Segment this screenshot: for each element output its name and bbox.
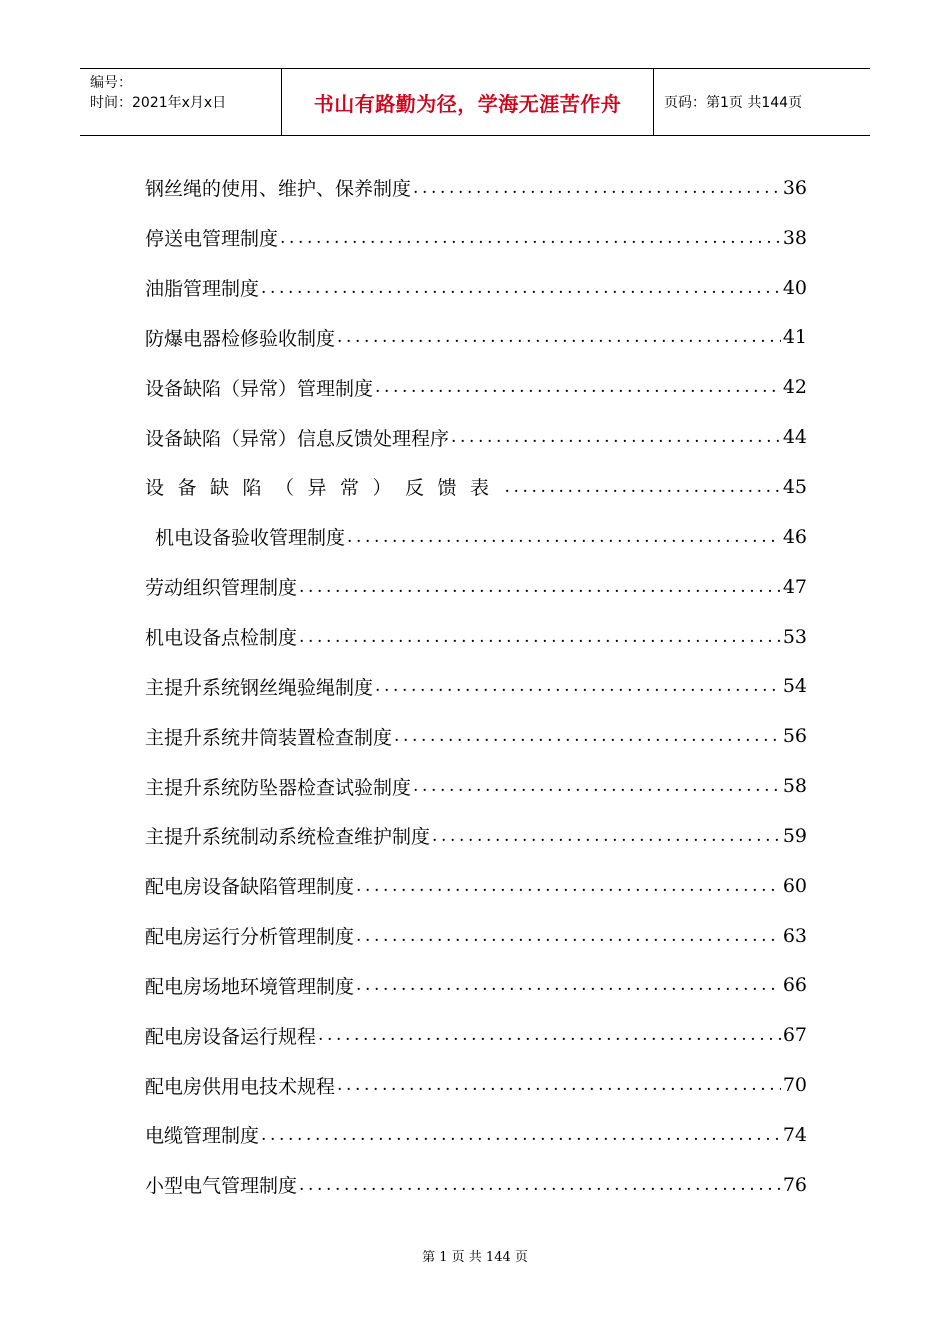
toc-dot-leader xyxy=(299,627,781,647)
toc-entry[interactable] xyxy=(145,562,807,612)
toc-entry-title: 主提升系统钢丝绳验绳制度 xyxy=(145,676,374,699)
toc-entry-page: 56 xyxy=(782,725,807,748)
toc-entry-page: 67 xyxy=(782,1024,807,1047)
toc-entry-page: 58 xyxy=(782,775,807,798)
header-page-label: 页码：第1页 共144页 xyxy=(664,95,803,111)
toc-entry-page: 36 xyxy=(782,176,807,199)
toc-entry[interactable] xyxy=(145,661,807,711)
toc-entry[interactable] xyxy=(145,512,807,562)
toc-entry-title: 钢丝绳的使用、维护、保养制度 xyxy=(145,178,412,201)
toc-entry-title: 配电房设备缺陷管理制度 xyxy=(145,876,355,899)
toc-entry[interactable] xyxy=(145,711,807,761)
toc-entry[interactable] xyxy=(145,1060,807,1110)
toc-entry[interactable] xyxy=(145,1010,807,1060)
toc-entry[interactable] xyxy=(145,362,807,412)
toc-entry-title: 机电设备验收管理制度 xyxy=(155,527,346,550)
toc-entry-page: 47 xyxy=(782,575,807,598)
document-number-label: 编号： xyxy=(90,75,132,91)
toc-entry-page: 42 xyxy=(782,376,807,399)
toc-dot-leader xyxy=(261,1125,781,1145)
toc-entry-page: 66 xyxy=(782,974,807,997)
header-motto: 书山有路勤为径，学海无涯苦作舟 xyxy=(282,69,654,135)
toc-entry-page: 53 xyxy=(782,625,807,648)
toc-entry-page: 76 xyxy=(782,1173,807,1196)
toc-entry-title: 劳动组织管理制度 xyxy=(145,577,298,600)
toc-entry-title: 小型电气管理制度 xyxy=(145,1175,298,1198)
toc-dot-leader xyxy=(299,1175,781,1195)
toc-dot-leader xyxy=(432,826,781,846)
toc-entry-title: 配电房场地环境管理制度 xyxy=(145,975,355,998)
toc-dot-leader xyxy=(394,726,781,746)
toc-dot-leader xyxy=(299,577,781,597)
toc-entry[interactable] xyxy=(145,761,807,811)
toc-dot-leader xyxy=(347,527,781,547)
toc-entry-title: 主提升系统防坠器检查试验制度 xyxy=(145,776,412,799)
toc-entry-title: 设备缺陷（异常）反馈表 xyxy=(145,477,503,500)
toc-entry-page: 41 xyxy=(782,326,807,349)
toc-entry[interactable] xyxy=(145,861,807,911)
toc-entry-title: 配电房运行分析管理制度 xyxy=(145,926,355,949)
toc-entry-title: 防爆电器检修验收制度 xyxy=(145,327,336,350)
toc-dot-leader xyxy=(451,427,781,447)
toc-entry[interactable] xyxy=(145,1110,807,1160)
page-header xyxy=(80,68,870,136)
toc-entry-page: 54 xyxy=(782,675,807,698)
toc-dot-leader xyxy=(261,278,781,298)
toc-dot-leader xyxy=(375,676,781,696)
toc-dot-leader xyxy=(356,926,781,946)
toc-entry-title: 油脂管理制度 xyxy=(145,278,260,301)
toc-entry-page: 63 xyxy=(782,924,807,947)
toc-entry[interactable] xyxy=(145,163,807,213)
toc-dot-leader xyxy=(318,1025,781,1045)
toc-entry-title: 设备缺陷（异常）管理制度 xyxy=(145,377,374,400)
toc-entry[interactable] xyxy=(145,961,807,1011)
toc-entry-title: 电缆管理制度 xyxy=(145,1125,260,1148)
toc-entry[interactable] xyxy=(145,612,807,662)
toc-dot-leader xyxy=(413,178,781,198)
toc-entry-title: 主提升系统井筒装置检查制度 xyxy=(145,726,393,749)
toc-entry-title: 主提升系统制动系统检查维护制度 xyxy=(145,826,431,849)
toc-dot-leader xyxy=(375,377,781,397)
document-date-label: 时间：2021年x月x日 xyxy=(90,95,227,111)
toc-dot-leader xyxy=(356,975,781,995)
toc-dot-leader xyxy=(413,776,781,796)
toc-entry-page: 74 xyxy=(782,1123,807,1146)
toc-entry[interactable] xyxy=(145,412,807,462)
toc-entry-page: 60 xyxy=(782,874,807,897)
toc-dot-leader xyxy=(337,327,781,347)
toc-entry-title: 配电房供用电技术规程 xyxy=(145,1075,336,1098)
toc-entry-page: 59 xyxy=(782,824,807,847)
toc-entry-page: 38 xyxy=(782,226,807,249)
toc-entry[interactable] xyxy=(145,911,807,961)
toc-entry[interactable] xyxy=(145,1160,807,1210)
toc-entry-page: 70 xyxy=(782,1074,807,1097)
toc-dot-leader xyxy=(356,876,781,896)
toc-dot-leader xyxy=(337,1075,781,1095)
toc-entry-page: 40 xyxy=(782,276,807,299)
page-footer: 第 1 页 共 144 页 xyxy=(422,1250,528,1265)
toc-entry[interactable] xyxy=(145,462,807,512)
toc-dot-leader xyxy=(505,477,781,497)
toc-dot-leader xyxy=(280,228,781,248)
toc-entry-title: 配电房设备运行规程 xyxy=(145,1025,317,1048)
toc-entry-page: 45 xyxy=(782,475,807,498)
toc-entry-title: 停送电管理制度 xyxy=(145,228,279,251)
toc-entry-title: 机电设备点检制度 xyxy=(145,627,298,650)
toc-entry[interactable] xyxy=(145,263,807,313)
toc-entry-title: 设备缺陷（异常）信息反馈处理程序 xyxy=(145,427,450,450)
toc-entry[interactable] xyxy=(145,313,807,363)
header-info-cell xyxy=(80,69,282,135)
table-of-contents xyxy=(145,163,807,1210)
toc-entry[interactable] xyxy=(145,213,807,263)
toc-entry-page: 44 xyxy=(782,426,807,449)
toc-entry[interactable] xyxy=(145,811,807,861)
toc-entry-page: 46 xyxy=(782,525,807,548)
